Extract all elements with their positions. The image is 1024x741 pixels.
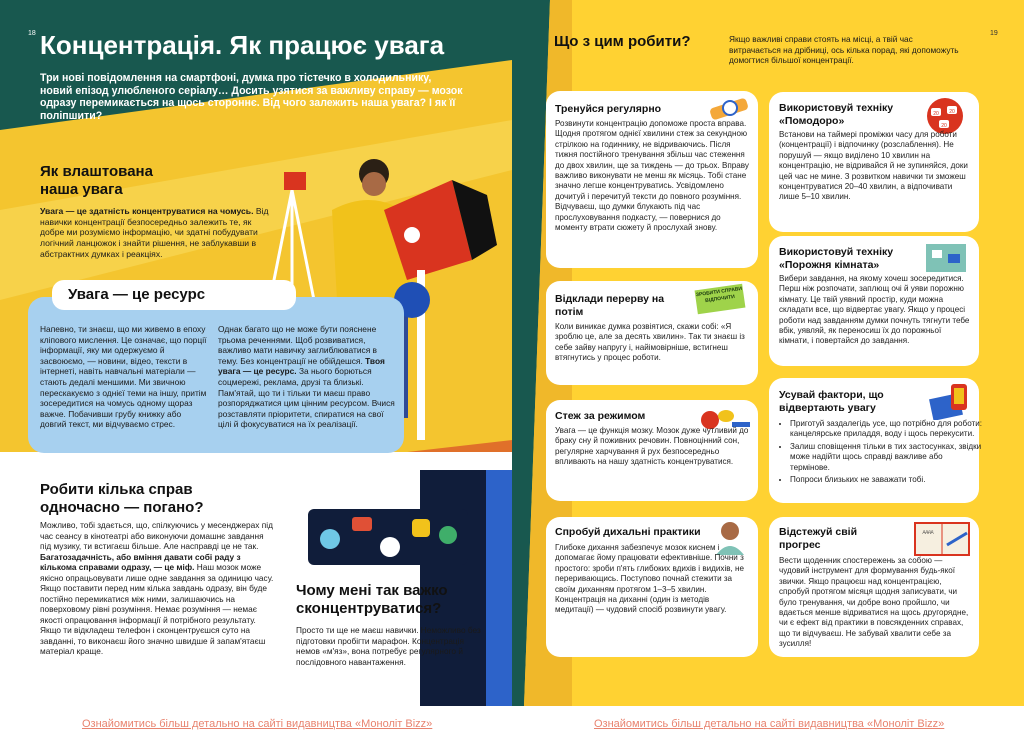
resource-col2-bold: Твоя увага — це ресурс. [218,355,385,377]
page-number: 19 [990,30,998,37]
page-number: 18 [28,30,36,37]
diary-label: ДДДД [922,529,934,534]
left-page [0,0,512,706]
card-progress [769,517,979,657]
timer-digit-3: 20 [941,123,947,129]
factors-item: • Приготуй заздалегідь усе, що потрібно для роботи: канцелярське приладдя, воду і щось перекусити. [790,419,982,440]
factors-item: • Попроси близьких не заважати тобі. [790,475,982,485]
factors-list [779,419,982,487]
card-progress-title: Відстежуй свій прогрес [779,526,858,551]
multitask-bold: Багатозадачність, або вміння давати собі раду з кількома справами одразу, — це міф. [40,551,241,572]
timer-digit-2: 20 [949,109,955,115]
why-paragraph: Просто ти ще не маєш навички. Неможливо без підготовки пробігти марафон. Концентрація немов «м'яз», вона потребує регулярного й послідовного навантаження. [296,625,481,667]
publisher-link-right[interactable]: Ознайомитись більш детально на сайті видавництва «Моноліт Bizz» [594,718,945,730]
publisher-link-left[interactable]: Ознайомитись більш детально на сайті видавництва «Моноліт Bizz» [82,718,433,730]
card-postpone-title: Відклади перерву на потім [555,293,665,318]
section-title-how: Як влаштована наша увага [40,163,153,198]
resource-col2-a: Однак багато що не може бути пояснене трьома реченнями. Щоб розвиватися, важливо мати навичку заглиблюватися в тему. Без концентрації не обійдешся. [218,324,378,366]
card-breathing-text: Глибоке дихання забезпечує мозок киснем і допомагає йому працювати ефективніше. Почни з простого: зроби п'ять глибоких вдихів і видихів, не переривающись. Поступово почнай стежити за своїм диханням протягом 1–3–5 хвилин. Концентрація на диханні (один із методів медитації) — чудовий спосіб розвинути увагу. [555,543,745,615]
multitask-b: Наш мозок може якісно опрацьовувати лише одне завдання за одиницю часу. Якщо поставити перед ним кілька завдань одразу, він буде постійно перемикатися між ними, залишаючись на поверховому рівні розуміння. Немає розуміння — немає якості опрацювання інформації й потрібного результату. Якщо ти відкладеш телефон і сконцентруєшся суто на завданні, то виконаєш його значно швидше й запам'ятаєш матеріал краще. [40,562,274,656]
card-train [546,91,758,268]
how-bold: Увага — це здатність концентруватися на чомусь. [40,206,254,216]
card-room-text: Вибери завдання, на якому хочеш зосередитися. Перш ніж розпочати, заплющ очі й уяви порожню кімнату. Це твій уявний простір, куди можна складати все, що відвертає увагу. Якщо у процесі роботи над завданням думки почнуть тягнути тебе вбік, уявляй, як переносиш їх до порожньої кімнати, і повертайся до завдання. [779,274,970,346]
timer-digit-1: 20 [933,111,939,117]
card-regime [546,400,758,501]
how-paragraph [40,206,272,260]
diary-icon [913,519,973,557]
card-room [769,236,979,366]
intro-paragraph: Якщо важливі справи стоять на місці, а твій час витрачається на дрібниці, ось кілька порад, які допоможуть домогтися більшої концентрації. [729,34,959,65]
card-pomodoro-text: Встанови на таймері проміжки часу для роботи (концентрації) і відпочинку (розслаблення). Не порушуй — якщо виділено 10 хвилин на концентрацію, не відривайся й не зупиняйся, доки цей час не мине. З розвитком навички ти зможеш концентруватися 20–40 хвилин, а відпочивати лише 5–10 хвилин. [779,130,968,202]
card-breathing [546,517,758,657]
card-breathing-title: Спробуй дихальні практики [555,526,701,538]
multitask-paragraph [40,520,276,657]
card-train-title: Тренуйся регулярно [555,103,662,115]
card-regime-text: Увага — це функція мозку. Мозок дуже чутливий до браку сну й поживних речовин. Повноцінний сон, регулярне харчування й рух безпосередньо впливають на нашу здатність концентруватися. [555,426,749,467]
card-postpone [546,281,758,385]
resource-title: Увага — це ресурс [52,280,296,310]
card-factors-title: Усувай фактори, що відвертають увагу [779,389,884,414]
card-room-title: Використовуй техніку «Порожня кімната» [779,246,894,271]
card-train-text: Розвинути концентрацію допоможе проста вправа. Щодня протягом однієї хвилини стеж за секундною стрілкою на годиннику, не відриваючись. Після тижня постійного тренування збільш час стеження до двох хвилин, ще за тиждень — до трьох. Вправу важливо виконувати не менш як місяць. Тобі стане значно легше концентруватись. Усвідомлено дочитуй і перечитуй тексти до повного розуміння. Відчуваєш, що думки блукають під час прослуховування подкасту, — повернися до моменту втрати сюжету й прослухай знову. [555,119,749,233]
how-text: Від навички концентрації безпосередньо залежить те, як добре ми розуміємо інформацію, чи здатні побудувати логічний ланцюжок і знайти рішення, не заблукавши в абстрактних думках і реакціях. [40,206,269,259]
empty-room-icon [924,240,968,274]
resource-col2 [218,324,396,430]
section-title-multitask: Робити кілька справ одночасно — погано? [40,481,204,516]
page-title: Концентрація. Як працює увага [40,30,445,60]
multitask-a: Можливо, тобі здається, що, спілкуючись у месенджерах під час сеансу в кінотеатрі або виконуючи домашнє завдання під музику, ти встигаєш більше. Але насправді це не так. [40,520,273,551]
page-title: Що з цим робити? [554,33,691,50]
card-postpone-text: Коли виникає думка розвіятися, скажи собі: «Я зроблю це, але за десять хвилин». Так ти знаєш із себе зайву напругу і, найімовірніше, встигнеш втягнутись у процес роботи. [555,322,745,363]
media-icons-illustration [308,509,468,565]
card-pomodoro-title: Використовуй техніку «Помодоро» [779,102,894,127]
card-pomodoro [769,92,979,232]
section-title-why: Чому мені так важко сконцентруватися? [296,582,448,617]
lead-paragraph: Три нові повідомлення на смартфоні, думка про тістечко в холодильнику, новий епізод улюбленого серіалу… Досить узятися за важливу справу — мозок одразу перемикається на щось стороннє. Від чого залежить наша увага? І як її поліпшити? [40,72,463,122]
phone-notebook-icon [929,382,973,420]
card-factors [769,378,982,503]
card-regime-title: Стеж за режимом [555,410,646,422]
card-progress-text: Вести щоденник спостережень за собою — чудовий інструмент для формування будь-якої звички. Якщо працюєш над концентрацією, спробуй протягом місяця щодня записувати, чи було тренування, чи добре воно пройшло, чи вдається менше відриватися на щось другорядне, чи є ефект від практики в повсякденних справах, що ти відчуваєш. Не забувай хвалити себе за зусилля! [779,556,969,649]
resource-col1: Напевно, ти знаєш, що ми живемо в епоху кліпового мислення. Це означає, що порції інформації, яку ми одержуємо й засвоюємо, — новини, відео, тексти в інтернеті, навіть навчальні матеріали — стають дедалі меншими. Ми звичною перескакуємо з однієї теми на іншу, притім зосередитися на чомусь одному щораз важче. Побачивши грубу книжку або довгий текст, ми відчуваємо стрес. [40,324,207,430]
factors-item: • Залиш сповіщення тільки в тих застосунках, звідки може надійти щось справді важливе або термінове. [790,442,982,473]
resource-col2-b: За нього борються соцмережі, реклама, друзі та близькі. Пам'ятай, що ти і тільки ти маєш право розпоряджатися цим цінним ресурсом. Вчися розставляти пріоритети, спиратися на свої цілі й фокусуватися на їх реалізації. [218,366,395,430]
sticky-note: ЗРОБИТИ СПРАВИ ВІДПОЧИТИ [695,284,746,314]
right-page [512,0,1024,706]
